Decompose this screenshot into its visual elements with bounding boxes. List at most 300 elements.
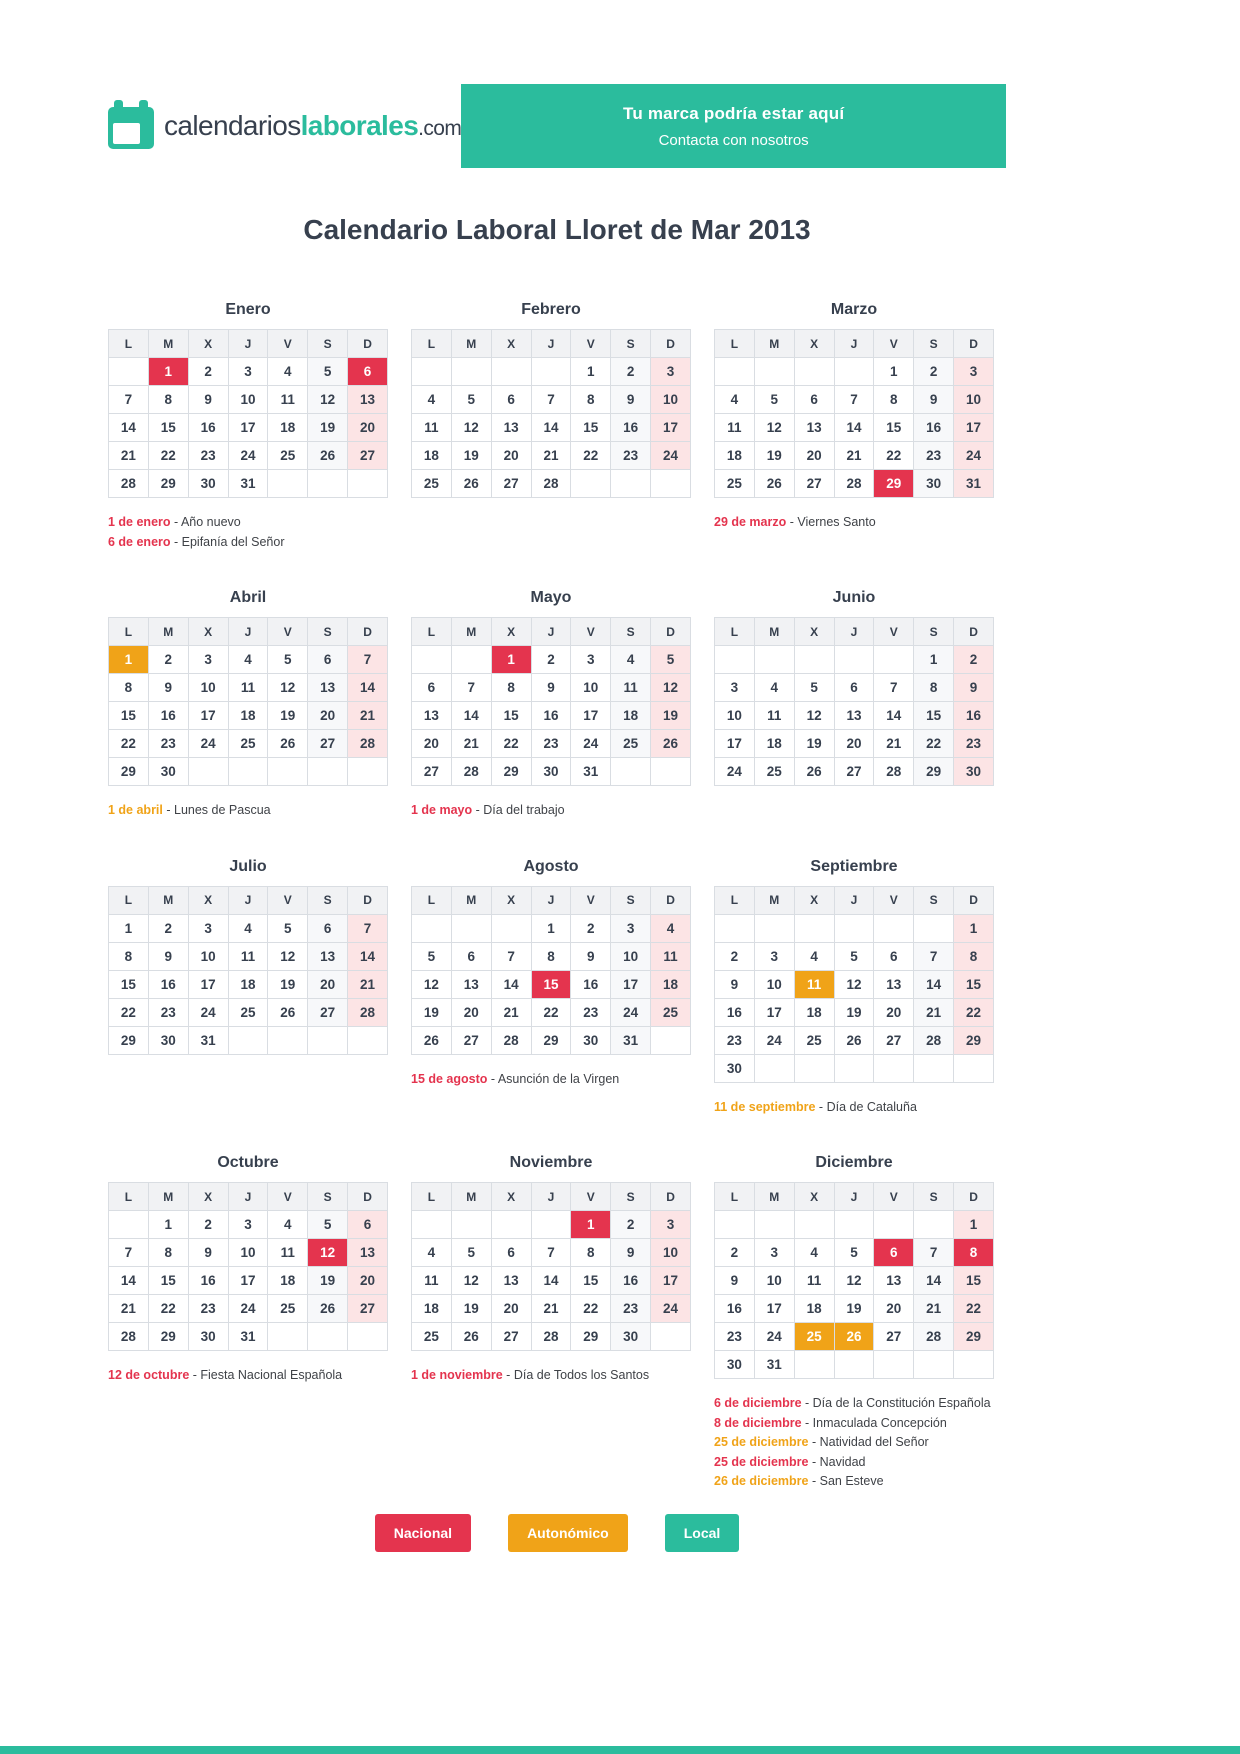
day-cell: 23 (531, 730, 571, 758)
day-cell (451, 914, 491, 942)
day-cell: 24 (651, 442, 691, 470)
day-cell: 14 (531, 414, 571, 442)
weekday-header: S (308, 618, 348, 646)
holiday-note-date: 25 de diciembre (714, 1454, 809, 1469)
day-cell: 22 (531, 998, 571, 1026)
day-cell: 2 (611, 358, 651, 386)
day-cell (412, 646, 452, 674)
day-cell (754, 358, 794, 386)
day-cell (715, 1211, 755, 1239)
month-notes-diciembre (714, 1396, 994, 1490)
week-row (715, 386, 994, 414)
holiday-note-label: Viernes Santo (797, 515, 876, 529)
week-row (715, 1026, 994, 1054)
day-cell: 10 (754, 970, 794, 998)
day-cell (834, 646, 874, 674)
day-cell: 26 (451, 1323, 491, 1351)
day-cell: 6 (308, 914, 348, 942)
day-cell: 9 (148, 942, 188, 970)
weekday-header: S (308, 886, 348, 914)
weekday-header: X (491, 618, 531, 646)
day-cell: 2 (954, 646, 994, 674)
day-cell: 15 (571, 1267, 611, 1295)
day-cell (188, 758, 228, 786)
day-cell: 17 (651, 414, 691, 442)
day-cell: 24 (611, 998, 651, 1026)
day-cell: 27 (794, 470, 834, 498)
weekday-header: J (228, 330, 268, 358)
week-row (715, 1295, 994, 1323)
day-cell: 10 (188, 942, 228, 970)
holiday-note: 25 de diciembre - Navidad (714, 1454, 866, 1469)
day-cell: 8 (148, 1239, 188, 1267)
logo-page-shape (113, 123, 140, 144)
week-row (109, 1026, 388, 1054)
day-cell (531, 358, 571, 386)
weekday-header: X (491, 1183, 531, 1211)
day-cell (348, 1323, 388, 1351)
weekday-header: L (412, 1183, 452, 1211)
day-cell (412, 1211, 452, 1239)
week-row (109, 358, 388, 386)
holiday-note-date: 1 de abril (108, 803, 163, 817)
day-cell: 15 (954, 1267, 994, 1295)
day-cell: 10 (571, 674, 611, 702)
month-abril (108, 588, 388, 819)
day-cell: 27 (348, 1295, 388, 1323)
day-cell: 19 (794, 730, 834, 758)
day-cell: 9 (571, 942, 611, 970)
month-table-abril (108, 617, 388, 786)
day-cell: 11 (268, 386, 308, 414)
day-cell: 22 (954, 1295, 994, 1323)
weekday-header: V (268, 886, 308, 914)
day-cell: 25 (412, 1323, 452, 1351)
day-cell: 15 (571, 414, 611, 442)
day-cell: 16 (715, 1295, 755, 1323)
day-cell: 16 (954, 702, 994, 730)
day-cell: 10 (228, 1239, 268, 1267)
day-cell: 31 (228, 1323, 268, 1351)
weekday-header: V (571, 886, 611, 914)
day-cell: 4 (412, 1239, 452, 1267)
day-cell: 24 (571, 730, 611, 758)
day-cell: 7 (348, 646, 388, 674)
week-row (715, 914, 994, 942)
day-cell: 31 (611, 1026, 651, 1054)
weekday-header: D (348, 330, 388, 358)
month-marzo (714, 300, 994, 531)
day-cell (491, 358, 531, 386)
day-cell: 30 (715, 1351, 755, 1379)
day-cell: 28 (348, 730, 388, 758)
weekday-header: M (451, 1183, 491, 1211)
day-cell: 2 (571, 914, 611, 942)
day-cell: 7 (531, 386, 571, 414)
day-cell (491, 914, 531, 942)
day-cell: 4 (794, 942, 834, 970)
day-cell: 6 (491, 1239, 531, 1267)
weekday-header: D (348, 618, 388, 646)
day-cell (874, 1351, 914, 1379)
day-cell: 22 (109, 998, 149, 1026)
weekday-header: S (914, 330, 954, 358)
day-cell: 1 (874, 358, 914, 386)
day-cell: 17 (228, 414, 268, 442)
day-cell: 14 (914, 1267, 954, 1295)
weekday-header: M (148, 618, 188, 646)
day-cell: 8 (148, 386, 188, 414)
weekday-header: D (954, 618, 994, 646)
weekday-header: J (834, 1183, 874, 1211)
day-cell: 15 (954, 970, 994, 998)
day-cell: 12 (834, 970, 874, 998)
holiday-note-date: 11 de septiembre (714, 1099, 816, 1114)
day-cell: 23 (715, 1323, 755, 1351)
week-row (412, 702, 691, 730)
day-cell: 5 (834, 942, 874, 970)
weekday-header: S (611, 618, 651, 646)
day-cell: 7 (874, 674, 914, 702)
day-cell: 11 (228, 674, 268, 702)
day-cell: 5 (754, 386, 794, 414)
day-cell: 3 (754, 942, 794, 970)
day-cell: 13 (834, 702, 874, 730)
day-cell: 22 (148, 1295, 188, 1323)
day-cell: 3 (571, 646, 611, 674)
month-diciembre (714, 1153, 994, 1490)
day-cell: 27 (874, 1323, 914, 1351)
day-cell: 3 (715, 674, 755, 702)
week-row (412, 386, 691, 414)
day-cell: 3 (651, 1211, 691, 1239)
day-cell: 5 (651, 646, 691, 674)
holiday-note: 25 de diciembre - Natividad del Señor (714, 1435, 929, 1449)
month-notes-agosto (411, 1072, 691, 1088)
day-cell: 19 (651, 702, 691, 730)
day-cell: 7 (109, 1239, 149, 1267)
day-cell (531, 1211, 571, 1239)
day-cell: 3 (651, 358, 691, 386)
day-cell: 22 (491, 730, 531, 758)
month-table-octubre (108, 1182, 388, 1351)
day-cell: 2 (188, 358, 228, 386)
legend-national-button[interactable]: Nacional (375, 1514, 471, 1552)
day-cell (348, 758, 388, 786)
day-cell: 22 (109, 730, 149, 758)
weekday-header: X (188, 618, 228, 646)
weekday-header: X (491, 886, 531, 914)
day-cell: 23 (188, 1295, 228, 1323)
day-cell: 29 (954, 1026, 994, 1054)
day-cell: 16 (531, 702, 571, 730)
holiday-note-label: Año nuevo (180, 515, 241, 529)
month-enero (108, 300, 388, 550)
day-cell (268, 1026, 308, 1054)
week-row (109, 386, 388, 414)
holiday-note: 29 de marzo - Viernes Santo (714, 515, 876, 529)
day-cell: 29 (148, 1323, 188, 1351)
day-cell: 17 (188, 702, 228, 730)
day-cell (451, 358, 491, 386)
day-cell: 10 (188, 674, 228, 702)
holiday-note-date: 29 de marzo (714, 515, 787, 529)
weekday-header: S (611, 330, 651, 358)
week-row (109, 442, 388, 470)
day-cell (228, 758, 268, 786)
day-cell: 12 (268, 674, 308, 702)
day-cell: 30 (914, 470, 954, 498)
day-cell: 26 (754, 470, 794, 498)
day-cell: 20 (794, 442, 834, 470)
day-cell: 13 (308, 674, 348, 702)
day-cell: 4 (228, 646, 268, 674)
day-cell: 22 (954, 998, 994, 1026)
day-cell: 12 (268, 942, 308, 970)
weekday-header: J (834, 618, 874, 646)
day-cell: 25 (715, 470, 755, 498)
day-cell: 29 (109, 1026, 149, 1054)
day-cell: 6 (348, 1211, 388, 1239)
day-cell: 20 (412, 730, 452, 758)
day-cell (794, 914, 834, 942)
day-cell: 21 (348, 970, 388, 998)
weekday-header: J (834, 886, 874, 914)
holiday-note-label: Inmaculada Concepción (812, 1415, 947, 1430)
day-cell: 25 (268, 442, 308, 470)
calendar-grid (108, 300, 1006, 1490)
day-cell: 9 (611, 386, 651, 414)
weekday-header: S (611, 886, 651, 914)
day-cell: 14 (874, 702, 914, 730)
week-row (109, 758, 388, 786)
month-title-enero: Enero (225, 301, 271, 318)
weekday-header: L (715, 886, 755, 914)
day-cell: 8 (954, 942, 994, 970)
month-mayo (411, 588, 691, 819)
day-cell: 22 (571, 1295, 611, 1323)
week-row (109, 1267, 388, 1295)
day-cell: 5 (451, 386, 491, 414)
week-row (412, 1026, 691, 1054)
week-row (109, 702, 388, 730)
week-row (412, 1239, 691, 1267)
day-cell: 31 (571, 758, 611, 786)
day-cell: 24 (188, 998, 228, 1026)
weekday-header: M (451, 330, 491, 358)
logo-highlight: laborales (300, 110, 419, 141)
day-cell: 4 (268, 1211, 308, 1239)
weekday-header: L (109, 1183, 149, 1211)
day-cell: 30 (188, 470, 228, 498)
holiday-note-date: 26 de diciembre (714, 1474, 809, 1488)
day-cell: 11 (268, 1239, 308, 1267)
week-row (109, 470, 388, 498)
site-logo[interactable] (108, 84, 461, 168)
weekday-header: M (754, 330, 794, 358)
day-cell: 8 (914, 674, 954, 702)
holiday-note-label: Navidad (819, 1454, 866, 1469)
day-cell: 2 (914, 358, 954, 386)
day-cell: 2 (715, 942, 755, 970)
day-cell: 16 (715, 998, 755, 1026)
day-cell: 8 (571, 386, 611, 414)
day-cell: 30 (531, 758, 571, 786)
day-cell: 25 (794, 1323, 834, 1351)
day-cell: 31 (188, 1026, 228, 1054)
day-cell: 21 (451, 730, 491, 758)
month-notes-noviembre (411, 1368, 691, 1384)
weekday-header: L (412, 886, 452, 914)
day-cell: 23 (715, 1026, 755, 1054)
day-cell (109, 1211, 149, 1239)
day-cell: 1 (109, 646, 149, 674)
day-cell (715, 358, 755, 386)
day-cell: 18 (754, 730, 794, 758)
day-cell: 13 (348, 1239, 388, 1267)
day-cell (228, 1026, 268, 1054)
day-cell: 31 (754, 1351, 794, 1379)
week-row (412, 1267, 691, 1295)
day-cell: 14 (348, 674, 388, 702)
day-cell: 11 (611, 674, 651, 702)
weekday-header: J (531, 618, 571, 646)
week-row (109, 1295, 388, 1323)
day-cell: 9 (611, 1239, 651, 1267)
day-cell: 13 (874, 1267, 914, 1295)
day-cell: 21 (348, 702, 388, 730)
day-cell: 24 (754, 1323, 794, 1351)
day-cell: 29 (109, 758, 149, 786)
ad-banner-headline: Tu marca podría estar aquí (623, 103, 845, 123)
day-cell: 29 (148, 470, 188, 498)
day-cell: 28 (451, 758, 491, 786)
day-cell: 16 (188, 414, 228, 442)
day-cell: 28 (531, 1323, 571, 1351)
day-cell: 21 (914, 1295, 954, 1323)
day-cell: 30 (611, 1323, 651, 1351)
day-cell: 13 (794, 414, 834, 442)
day-cell: 24 (715, 758, 755, 786)
day-cell (451, 1211, 491, 1239)
day-cell: 4 (754, 674, 794, 702)
weekday-header: V (571, 330, 611, 358)
ad-banner-contact-link[interactable]: Contacta con nosotros (658, 131, 809, 149)
day-cell: 13 (451, 970, 491, 998)
day-cell: 6 (794, 386, 834, 414)
week-row (412, 1211, 691, 1239)
legend-local-button[interactable]: Local (665, 1514, 740, 1552)
weekday-header: J (531, 1183, 571, 1211)
page-title: Calendario Laboral Lloret de Mar 2013 (303, 214, 811, 245)
day-cell: 5 (834, 1239, 874, 1267)
day-cell: 3 (954, 358, 994, 386)
month-title-octubre: Octubre (217, 1154, 279, 1171)
day-cell: 24 (651, 1295, 691, 1323)
day-cell: 6 (491, 386, 531, 414)
day-cell: 12 (794, 702, 834, 730)
day-cell: 26 (834, 1026, 874, 1054)
day-cell (348, 470, 388, 498)
weekday-header: S (308, 330, 348, 358)
day-cell: 14 (348, 942, 388, 970)
site-logo-text (164, 110, 461, 142)
weekday-header: X (794, 1183, 834, 1211)
week-row (412, 998, 691, 1026)
day-cell: 2 (715, 1239, 755, 1267)
day-cell: 18 (228, 702, 268, 730)
day-cell: 10 (754, 1267, 794, 1295)
header (108, 84, 1006, 168)
day-cell: 27 (348, 442, 388, 470)
week-row (412, 470, 691, 498)
weekday-header: V (268, 330, 308, 358)
day-cell: 8 (954, 1239, 994, 1267)
day-cell: 17 (571, 702, 611, 730)
week-row (412, 1323, 691, 1351)
day-cell: 21 (109, 442, 149, 470)
weekday-header: D (651, 886, 691, 914)
week-row (109, 646, 388, 674)
week-row (109, 942, 388, 970)
day-cell: 13 (412, 702, 452, 730)
day-cell: 28 (109, 470, 149, 498)
month-title-julio: Julio (229, 857, 267, 875)
month-noviembre (411, 1153, 691, 1384)
holiday-note-label: Fiesta Nacional Española (200, 1368, 343, 1382)
day-cell (834, 1211, 874, 1239)
logo-prefix: calendarios (164, 110, 301, 141)
day-cell: 20 (308, 970, 348, 998)
legend-regional-button[interactable]: Autonómico (508, 1514, 628, 1552)
day-cell (874, 1211, 914, 1239)
week-row (715, 1239, 994, 1267)
day-cell: 6 (874, 942, 914, 970)
day-cell: 19 (451, 442, 491, 470)
holiday-note-label: Día de Todos los Santos (513, 1368, 650, 1382)
month-octubre (108, 1153, 388, 1384)
month-title-noviembre: Noviembre (509, 1154, 593, 1171)
weekday-header: M (148, 1183, 188, 1211)
week-row (715, 942, 994, 970)
day-cell: 5 (794, 674, 834, 702)
day-cell: 26 (268, 730, 308, 758)
day-cell (914, 1054, 954, 1082)
day-cell: 19 (308, 1267, 348, 1295)
day-cell: 19 (268, 702, 308, 730)
day-cell: 24 (188, 730, 228, 758)
day-cell (874, 1054, 914, 1082)
month-table-enero (108, 329, 388, 498)
holiday-note: 1 de enero - Año nuevo (108, 515, 241, 529)
day-cell: 26 (308, 1295, 348, 1323)
day-cell (754, 646, 794, 674)
week-row (715, 358, 994, 386)
day-cell: 29 (874, 470, 914, 498)
weekday-header: L (715, 618, 755, 646)
day-cell (834, 1054, 874, 1082)
weekday-header: M (754, 1183, 794, 1211)
day-cell: 15 (148, 1267, 188, 1295)
day-cell: 10 (651, 1239, 691, 1267)
week-row (109, 1239, 388, 1267)
ad-banner[interactable] (461, 84, 1006, 168)
day-cell: 23 (148, 730, 188, 758)
day-cell: 22 (571, 442, 611, 470)
weekday-header: J (228, 618, 268, 646)
day-cell: 21 (531, 442, 571, 470)
day-cell: 11 (794, 1267, 834, 1295)
